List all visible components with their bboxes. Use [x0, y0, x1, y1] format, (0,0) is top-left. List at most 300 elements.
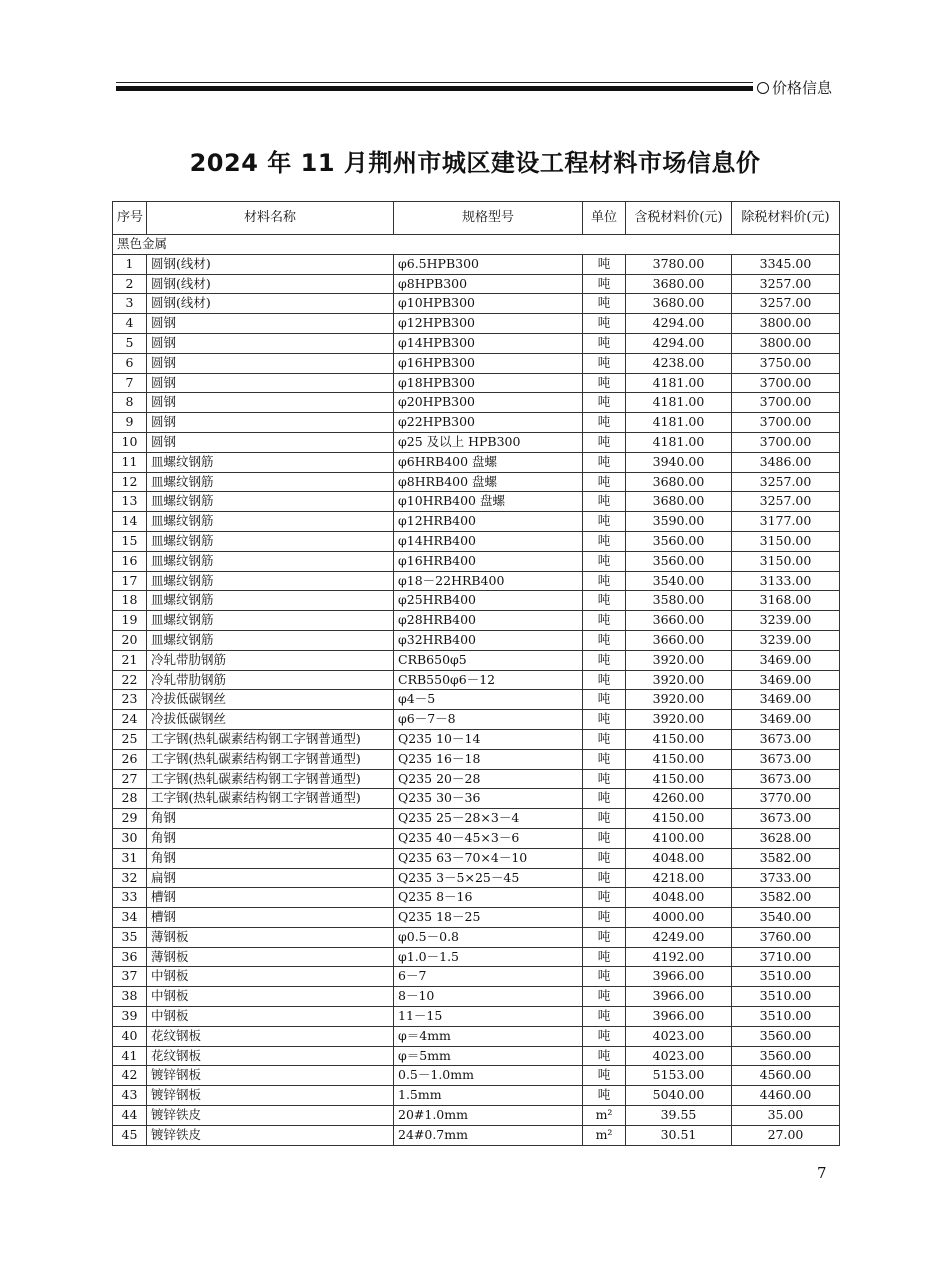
cell-price-notax: 3582.00: [732, 848, 840, 868]
cell-price-notax: 3239.00: [732, 630, 840, 650]
table-row: [113, 1066, 840, 1086]
cell-name: 冷轧带肋钢筋: [147, 670, 394, 690]
cell-spec: 0.5－1.0mm: [394, 1066, 583, 1086]
cell-no: 3: [113, 294, 147, 314]
cell-no: 13: [113, 492, 147, 512]
cell-unit: 吨: [583, 512, 626, 532]
cell-price-tax: 3920.00: [626, 670, 732, 690]
cell-name: 槽钢: [147, 888, 394, 908]
cell-name: 镀锌铁皮: [147, 1125, 394, 1145]
cell-name: 圆钢(线材): [147, 274, 394, 294]
cell-price-tax: 3540.00: [626, 571, 732, 591]
cell-spec: φ28HRB400: [394, 611, 583, 631]
cell-no: 21: [113, 650, 147, 670]
table-row: [113, 531, 840, 551]
cell-spec: Q235 20－28: [394, 769, 583, 789]
cell-unit: 吨: [583, 531, 626, 551]
cell-name: 中钢板: [147, 1007, 394, 1027]
cell-price-notax: 3560.00: [732, 1046, 840, 1066]
col-header-name: 材料名称: [147, 202, 394, 235]
cell-name: 圆钢: [147, 373, 394, 393]
cell-unit: 吨: [583, 254, 626, 274]
cell-unit: 吨: [583, 967, 626, 987]
cell-no: 20: [113, 630, 147, 650]
page-title: 2024 年 11 月荆州市城区建设工程材料市场信息价: [189, 149, 761, 177]
cell-price-tax: 4150.00: [626, 749, 732, 769]
cell-no: 38: [113, 987, 147, 1007]
cell-unit: 吨: [583, 413, 626, 433]
cell-price-notax: 3760.00: [732, 927, 840, 947]
cell-name: 皿螺纹钢筋: [147, 472, 394, 492]
cell-no: 22: [113, 670, 147, 690]
cell-spec: φ＝4mm: [394, 1026, 583, 1046]
cell-name: 皿螺纹钢筋: [147, 630, 394, 650]
cell-unit: 吨: [583, 432, 626, 452]
cell-name: 角钢: [147, 848, 394, 868]
cell-unit: 吨: [583, 650, 626, 670]
cell-spec: φ25HRB400: [394, 591, 583, 611]
cell-price-notax: 4460.00: [732, 1086, 840, 1106]
cell-price-notax: 3750.00: [732, 353, 840, 373]
cell-name: 薄钢板: [147, 947, 394, 967]
cell-unit: 吨: [583, 551, 626, 571]
cell-price-tax: 3590.00: [626, 512, 732, 532]
cell-name: 工字钢(热轧碳素结构钢工字钢普通型): [147, 789, 394, 809]
cell-no: 28: [113, 789, 147, 809]
cell-spec: 24#0.7mm: [394, 1125, 583, 1145]
cell-name: 圆钢(线材): [147, 294, 394, 314]
table-row: [113, 690, 840, 710]
cell-name: 冷拔低碳钢丝: [147, 690, 394, 710]
cell-price-notax: 3770.00: [732, 789, 840, 809]
cell-price-tax: 30.51: [626, 1125, 732, 1145]
table-row: [113, 452, 840, 472]
cell-spec: CRB650φ5: [394, 650, 583, 670]
table-row: [113, 1046, 840, 1066]
cell-price-tax: 3660.00: [626, 630, 732, 650]
cell-unit: 吨: [583, 1026, 626, 1046]
table-row: [113, 551, 840, 571]
cell-price-notax: 35.00: [732, 1106, 840, 1126]
cell-no: 15: [113, 531, 147, 551]
cell-no: 42: [113, 1066, 147, 1086]
page-number: 7: [817, 1164, 827, 1182]
cell-name: 冷拔低碳钢丝: [147, 710, 394, 730]
cell-price-tax: 4294.00: [626, 333, 732, 353]
table-row: [113, 670, 840, 690]
table-row: [113, 749, 840, 769]
cell-spec: φ25 及以上 HPB300: [394, 432, 583, 452]
cell-price-notax: 3469.00: [732, 670, 840, 690]
col-header-spec: 规格型号: [394, 202, 583, 235]
cell-unit: 吨: [583, 472, 626, 492]
cell-price-tax: 39.55: [626, 1106, 732, 1126]
cell-spec: φ14HRB400: [394, 531, 583, 551]
circle-icon: [757, 82, 769, 94]
cell-spec: φ12HRB400: [394, 512, 583, 532]
cell-name: 皿螺纹钢筋: [147, 531, 394, 551]
cell-no: 14: [113, 512, 147, 532]
cell-no: 5: [113, 333, 147, 353]
cell-spec: Q235 25－28×3－4: [394, 809, 583, 829]
cell-no: 44: [113, 1106, 147, 1126]
cell-spec: 11－15: [394, 1007, 583, 1027]
cell-unit: 吨: [583, 888, 626, 908]
table-row: [113, 848, 840, 868]
cell-unit: 吨: [583, 769, 626, 789]
cell-name: 槽钢: [147, 908, 394, 928]
cell-spec: φ32HRB400: [394, 630, 583, 650]
cell-price-notax: 3345.00: [732, 254, 840, 274]
cell-unit: 吨: [583, 690, 626, 710]
table-row: [113, 1026, 840, 1046]
cell-spec: 1.5mm: [394, 1086, 583, 1106]
cell-unit: 吨: [583, 1066, 626, 1086]
cell-name: 皿螺纹钢筋: [147, 452, 394, 472]
cell-spec: Q235 10－14: [394, 729, 583, 749]
cell-spec: Q235 16－18: [394, 749, 583, 769]
table-row: [113, 254, 840, 274]
table-row: [113, 1106, 840, 1126]
cell-spec: φ4－5: [394, 690, 583, 710]
cell-unit: 吨: [583, 591, 626, 611]
table-row: [113, 868, 840, 888]
cell-price-tax: 4048.00: [626, 848, 732, 868]
table-row: [113, 888, 840, 908]
cell-price-notax: 3540.00: [732, 908, 840, 928]
cell-price-tax: 3680.00: [626, 274, 732, 294]
cell-no: 9: [113, 413, 147, 433]
cell-unit: m²: [583, 1106, 626, 1126]
cell-price-notax: 3800.00: [732, 333, 840, 353]
cell-price-notax: 3168.00: [732, 591, 840, 611]
category-label: 黑色金属: [113, 235, 840, 255]
cell-unit: 吨: [583, 492, 626, 512]
cell-price-tax: 3966.00: [626, 967, 732, 987]
cell-no: 19: [113, 611, 147, 631]
cell-spec: Q235 30－36: [394, 789, 583, 809]
cell-price-notax: 3486.00: [732, 452, 840, 472]
cell-unit: 吨: [583, 729, 626, 749]
cell-spec: φ22HPB300: [394, 413, 583, 433]
table-row: [113, 729, 840, 749]
cell-spec: φ14HPB300: [394, 333, 583, 353]
cell-no: 35: [113, 927, 147, 947]
table-row: [113, 353, 840, 373]
col-header-price-notax: 除税材料价(元): [732, 202, 840, 235]
cell-no: 27: [113, 769, 147, 789]
cell-price-notax: 3710.00: [732, 947, 840, 967]
cell-name: 角钢: [147, 809, 394, 829]
cell-name: 花纹钢板: [147, 1026, 394, 1046]
cell-no: 1: [113, 254, 147, 274]
cell-spec: CRB550φ6－12: [394, 670, 583, 690]
cell-price-tax: 3780.00: [626, 254, 732, 274]
cell-price-notax: 3700.00: [732, 373, 840, 393]
cell-spec: φ10HRB400 盘螺: [394, 492, 583, 512]
cell-price-notax: 3673.00: [732, 809, 840, 829]
cell-unit: 吨: [583, 670, 626, 690]
table-header-row: [113, 202, 840, 235]
cell-name: 圆钢: [147, 432, 394, 452]
cell-price-notax: 3510.00: [732, 967, 840, 987]
cell-price-notax: 3510.00: [732, 1007, 840, 1027]
cell-price-notax: 3469.00: [732, 650, 840, 670]
table-row: [113, 789, 840, 809]
cell-no: 8: [113, 393, 147, 413]
table-row: [113, 393, 840, 413]
cell-spec: φ8HPB300: [394, 274, 583, 294]
cell-price-notax: 3673.00: [732, 729, 840, 749]
cell-unit: 吨: [583, 828, 626, 848]
cell-name: 皿螺纹钢筋: [147, 551, 394, 571]
header-rule-thick: [116, 86, 753, 91]
table-row: [113, 294, 840, 314]
cell-name: 圆钢: [147, 413, 394, 433]
cell-name: 薄钢板: [147, 927, 394, 947]
cell-name: 冷轧带肋钢筋: [147, 650, 394, 670]
cell-unit: 吨: [583, 1086, 626, 1106]
cell-price-tax: 4260.00: [626, 789, 732, 809]
cell-price-notax: 3257.00: [732, 472, 840, 492]
cell-price-notax: 3700.00: [732, 413, 840, 433]
table-row: [113, 274, 840, 294]
section-label: [757, 77, 832, 98]
cell-no: 41: [113, 1046, 147, 1066]
cell-unit: 吨: [583, 274, 626, 294]
cell-unit: 吨: [583, 749, 626, 769]
table-row: [113, 1007, 840, 1027]
cell-spec: φ16HPB300: [394, 353, 583, 373]
cell-price-tax: 4150.00: [626, 809, 732, 829]
cell-no: 11: [113, 452, 147, 472]
cell-spec: 20#1.0mm: [394, 1106, 583, 1126]
cell-unit: 吨: [583, 710, 626, 730]
cell-name: 角钢: [147, 828, 394, 848]
cell-unit: 吨: [583, 611, 626, 631]
cell-unit: 吨: [583, 353, 626, 373]
table-row: [113, 809, 840, 829]
cell-no: 40: [113, 1026, 147, 1046]
cell-price-tax: 3920.00: [626, 650, 732, 670]
cell-name: 镀锌铁皮: [147, 1106, 394, 1126]
cell-name: 皿螺纹钢筋: [147, 611, 394, 631]
cell-no: 43: [113, 1086, 147, 1106]
cell-price-notax: 3560.00: [732, 1026, 840, 1046]
cell-no: 16: [113, 551, 147, 571]
cell-price-tax: 4181.00: [626, 432, 732, 452]
cell-price-tax: 5040.00: [626, 1086, 732, 1106]
cell-spec: Q235 8－16: [394, 888, 583, 908]
cell-price-notax: 3257.00: [732, 294, 840, 314]
cell-price-tax: 4023.00: [626, 1046, 732, 1066]
cell-no: 4: [113, 314, 147, 334]
cell-price-notax: 3673.00: [732, 749, 840, 769]
table-row: [113, 591, 840, 611]
cell-price-tax: 4048.00: [626, 888, 732, 908]
cell-spec: φ＝5mm: [394, 1046, 583, 1066]
cell-name: 中钢板: [147, 967, 394, 987]
cell-spec: φ12HPB300: [394, 314, 583, 334]
cell-spec: Q235 3－5×25－45: [394, 868, 583, 888]
cell-price-notax: 3700.00: [732, 393, 840, 413]
cell-name: 皿螺纹钢筋: [147, 571, 394, 591]
cell-name: 皿螺纹钢筋: [147, 492, 394, 512]
table-row: [113, 333, 840, 353]
table-row: [113, 630, 840, 650]
cell-price-tax: 4000.00: [626, 908, 732, 928]
cell-price-tax: 4100.00: [626, 828, 732, 848]
cell-unit: 吨: [583, 1007, 626, 1027]
table-row: [113, 1086, 840, 1106]
cell-price-tax: 3940.00: [626, 452, 732, 472]
cell-price-tax: 3560.00: [626, 551, 732, 571]
cell-unit: 吨: [583, 868, 626, 888]
cell-no: 31: [113, 848, 147, 868]
cell-name: 扁钢: [147, 868, 394, 888]
cell-price-notax: 3257.00: [732, 274, 840, 294]
cell-price-tax: 3680.00: [626, 472, 732, 492]
table-row: [113, 492, 840, 512]
cell-unit: 吨: [583, 789, 626, 809]
cell-no: 25: [113, 729, 147, 749]
cell-unit: 吨: [583, 393, 626, 413]
cell-no: 24: [113, 710, 147, 730]
table-row: [113, 927, 840, 947]
cell-name: 皿螺纹钢筋: [147, 512, 394, 532]
cell-no: 30: [113, 828, 147, 848]
table-row: [113, 828, 840, 848]
cell-unit: 吨: [583, 908, 626, 928]
cell-price-notax: 3733.00: [732, 868, 840, 888]
cell-price-tax: 4150.00: [626, 769, 732, 789]
cell-name: 圆钢: [147, 314, 394, 334]
cell-price-notax: 3582.00: [732, 888, 840, 908]
price-table: [112, 201, 840, 1146]
cell-spec: Q235 63－70×4－10: [394, 848, 583, 868]
cell-unit: 吨: [583, 947, 626, 967]
cell-spec: φ18HPB300: [394, 373, 583, 393]
cell-no: 39: [113, 1007, 147, 1027]
cell-no: 29: [113, 809, 147, 829]
table-row: [113, 769, 840, 789]
cell-price-tax: 4249.00: [626, 927, 732, 947]
cell-price-tax: 3560.00: [626, 531, 732, 551]
cell-spec: φ8HRB400 盘螺: [394, 472, 583, 492]
section-label-text: 价格信息: [772, 79, 833, 97]
table-row: [113, 611, 840, 631]
cell-price-notax: 3469.00: [732, 690, 840, 710]
cell-price-notax: 3628.00: [732, 828, 840, 848]
cell-no: 26: [113, 749, 147, 769]
cell-spec: φ6HRB400 盘螺: [394, 452, 583, 472]
cell-price-notax: 4560.00: [732, 1066, 840, 1086]
col-header-unit: 单位: [583, 202, 626, 235]
cell-unit: 吨: [583, 314, 626, 334]
cell-name: 镀锌钢板: [147, 1066, 394, 1086]
cell-unit: 吨: [583, 452, 626, 472]
cell-spec: Q235 40－45×3－6: [394, 828, 583, 848]
cell-price-tax: 4294.00: [626, 314, 732, 334]
cell-spec: φ16HRB400: [394, 551, 583, 571]
table-row: [113, 908, 840, 928]
cell-price-notax: 3177.00: [732, 512, 840, 532]
cell-no: 6: [113, 353, 147, 373]
cell-name: 皿螺纹钢筋: [147, 591, 394, 611]
cell-no: 32: [113, 868, 147, 888]
cell-no: 45: [113, 1125, 147, 1145]
cell-spec: φ10HPB300: [394, 294, 583, 314]
cell-spec: Q235 18－25: [394, 908, 583, 928]
cell-unit: 吨: [583, 1046, 626, 1066]
cell-price-notax: 3510.00: [732, 987, 840, 1007]
cell-name: 工字钢(热轧碳素结构钢工字钢普通型): [147, 729, 394, 749]
cell-price-tax: 3966.00: [626, 987, 732, 1007]
cell-no: 37: [113, 967, 147, 987]
cell-unit: 吨: [583, 571, 626, 591]
cell-price-tax: 4181.00: [626, 393, 732, 413]
cell-price-tax: 3580.00: [626, 591, 732, 611]
col-header-no: 序号: [113, 202, 147, 235]
cell-name: 中钢板: [147, 987, 394, 1007]
cell-price-tax: 3660.00: [626, 611, 732, 631]
cell-name: 工字钢(热轧碳素结构钢工字钢普通型): [147, 769, 394, 789]
cell-no: 36: [113, 947, 147, 967]
cell-price-tax: 3680.00: [626, 294, 732, 314]
table-row: [113, 1125, 840, 1145]
cell-price-tax: 3920.00: [626, 710, 732, 730]
cell-price-notax: 3150.00: [732, 551, 840, 571]
table-row: [113, 987, 840, 1007]
cell-price-notax: 3133.00: [732, 571, 840, 591]
cell-no: 2: [113, 274, 147, 294]
cell-price-notax: 3469.00: [732, 710, 840, 730]
table-row: [113, 472, 840, 492]
table-row: [113, 947, 840, 967]
cell-unit: 吨: [583, 294, 626, 314]
cell-price-tax: 4192.00: [626, 947, 732, 967]
cell-price-tax: 3920.00: [626, 690, 732, 710]
cell-no: 17: [113, 571, 147, 591]
cell-name: 工字钢(热轧碳素结构钢工字钢普通型): [147, 749, 394, 769]
table-row: [113, 373, 840, 393]
table-row: [113, 512, 840, 532]
cell-spec: 6－7: [394, 967, 583, 987]
cell-unit: 吨: [583, 927, 626, 947]
cell-price-notax: 3239.00: [732, 611, 840, 631]
cell-unit: 吨: [583, 630, 626, 650]
table-row: [113, 650, 840, 670]
cell-spec: φ6.5HPB300: [394, 254, 583, 274]
cell-no: 33: [113, 888, 147, 908]
col-header-price-tax: 含税材料价(元): [626, 202, 732, 235]
cell-price-notax: 3257.00: [732, 492, 840, 512]
table-row: [113, 432, 840, 452]
cell-spec: φ1.0－1.5: [394, 947, 583, 967]
cell-price-tax: 5153.00: [626, 1066, 732, 1086]
cell-price-notax: 3150.00: [732, 531, 840, 551]
cell-price-tax: 3966.00: [626, 1007, 732, 1027]
cell-unit: 吨: [583, 333, 626, 353]
cell-price-tax: 4150.00: [626, 729, 732, 749]
cell-unit: 吨: [583, 373, 626, 393]
cell-name: 圆钢: [147, 393, 394, 413]
cell-unit: m²: [583, 1125, 626, 1145]
cell-unit: 吨: [583, 848, 626, 868]
cell-no: 18: [113, 591, 147, 611]
table-row: [113, 314, 840, 334]
cell-unit: 吨: [583, 809, 626, 829]
